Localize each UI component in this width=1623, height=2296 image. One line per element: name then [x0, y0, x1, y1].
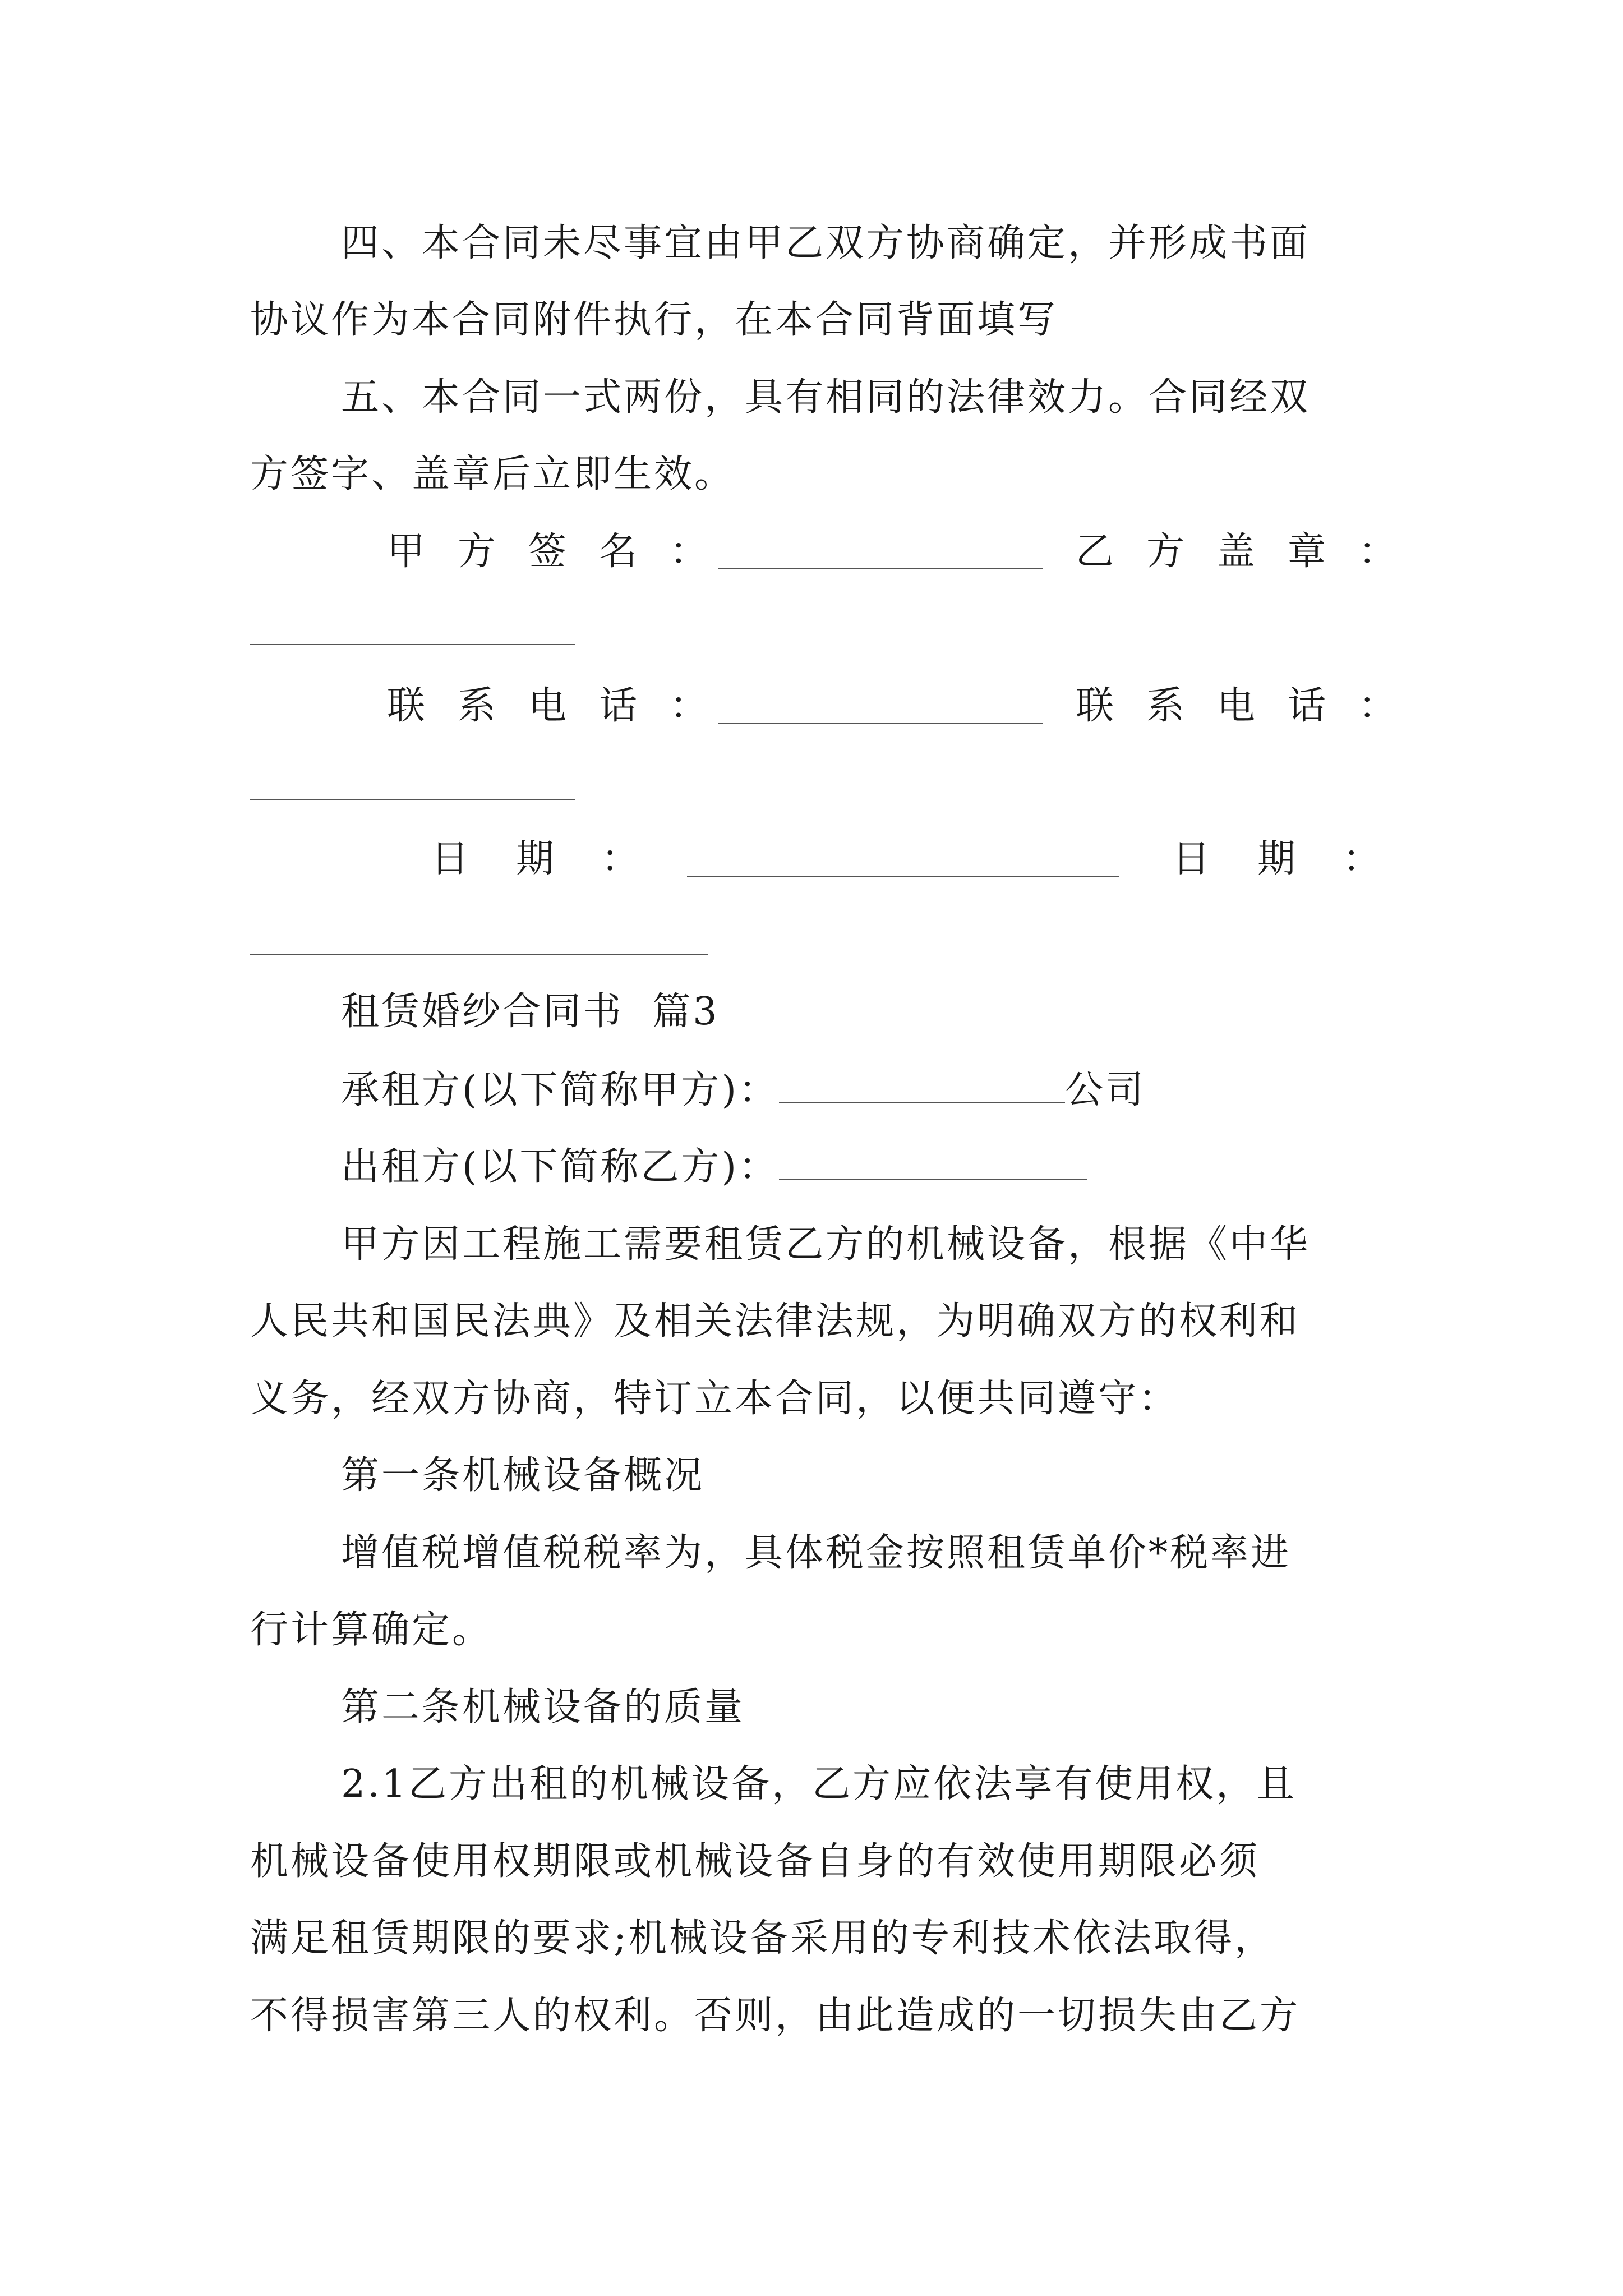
- lessee-suffix: 公司: [1065, 1068, 1146, 1112]
- lessee-label: [341, 1068, 1146, 1112]
- clause-5-line-1: 五、本合同一式两份，具有相同的法律效力。合同经双: [341, 375, 1311, 420]
- clause-2-1-line-2: 机械设备使用权期限或机械设备自身的有效使用期限必须: [250, 1839, 1260, 1884]
- lessor-blank: [779, 1178, 1087, 1180]
- party-b-date-blank: [250, 954, 708, 955]
- party-b-date-label: 日期：: [1172, 837, 1428, 881]
- party-a-date-blank: [687, 876, 1119, 877]
- intro-line-1: 甲方因工程施工需要租赁乙方的机械设备，根据《中华: [341, 1222, 1311, 1267]
- clause-5-line-2: 方签字、盖章后立即生效。: [250, 452, 735, 496]
- party-a-sign-label: 甲方签名：: [387, 530, 741, 574]
- party-a-phone-blank: [718, 723, 1043, 724]
- clause-2-1-line-3: 满足租赁期限的要求;机械设备采用的专利技术依法取得，: [250, 1916, 1275, 1961]
- party-b-seal-label: 乙方盖章：: [1076, 530, 1430, 574]
- intro-line-3: 义务，经双方协商，特订立本合同，以便共同遵守：: [250, 1377, 1179, 1421]
- party-a-sign-blank: [718, 568, 1043, 569]
- clause-2-1-line-1: 2.1乙方出租的机械设备，乙方应依法享有使用权，且: [341, 1762, 1297, 1806]
- party-b-phone-blank: [250, 799, 575, 800]
- section-title: 租赁婚纱合同书 篇3: [341, 990, 720, 1034]
- party-a-phone-label: 联系电话：: [387, 684, 741, 728]
- lessee-label-text: 承租方(以下简称甲方)：: [341, 1068, 780, 1112]
- intro-line-2: 人民共和国民法典》及相关法律法规，为明确双方的权利和: [250, 1299, 1301, 1343]
- article-2-title: 第二条机械设备的质量: [341, 1685, 745, 1729]
- tax-line-2: 行计算确定。: [250, 1608, 493, 1652]
- article-1-title: 第一条机械设备概况: [341, 1453, 705, 1498]
- lessee-blank: [779, 1101, 1065, 1103]
- party-b-seal-blank: [250, 644, 575, 645]
- tax-line-1: 增值税增值税税率为，具体税金按照租赁单价*税率进: [341, 1531, 1292, 1575]
- clause-2-1-line-4: 不得损害第三人的权利。否则，由此造成的一切损失由乙方: [250, 1994, 1301, 2038]
- lessor-label-text: 出租方(以下简称乙方)：: [341, 1145, 780, 1189]
- lessor-label: [341, 1145, 1087, 1189]
- clause-4-line-2: 协议作为本合同附件执行，在本合同背面填写: [250, 298, 1058, 342]
- party-a-date-label: 日期：: [431, 837, 687, 881]
- party-b-phone-label: 联系电话：: [1076, 684, 1430, 728]
- clause-4-line-1: 四、本合同未尽事宜由甲乙双方协商确定，并形成书面: [341, 221, 1311, 265]
